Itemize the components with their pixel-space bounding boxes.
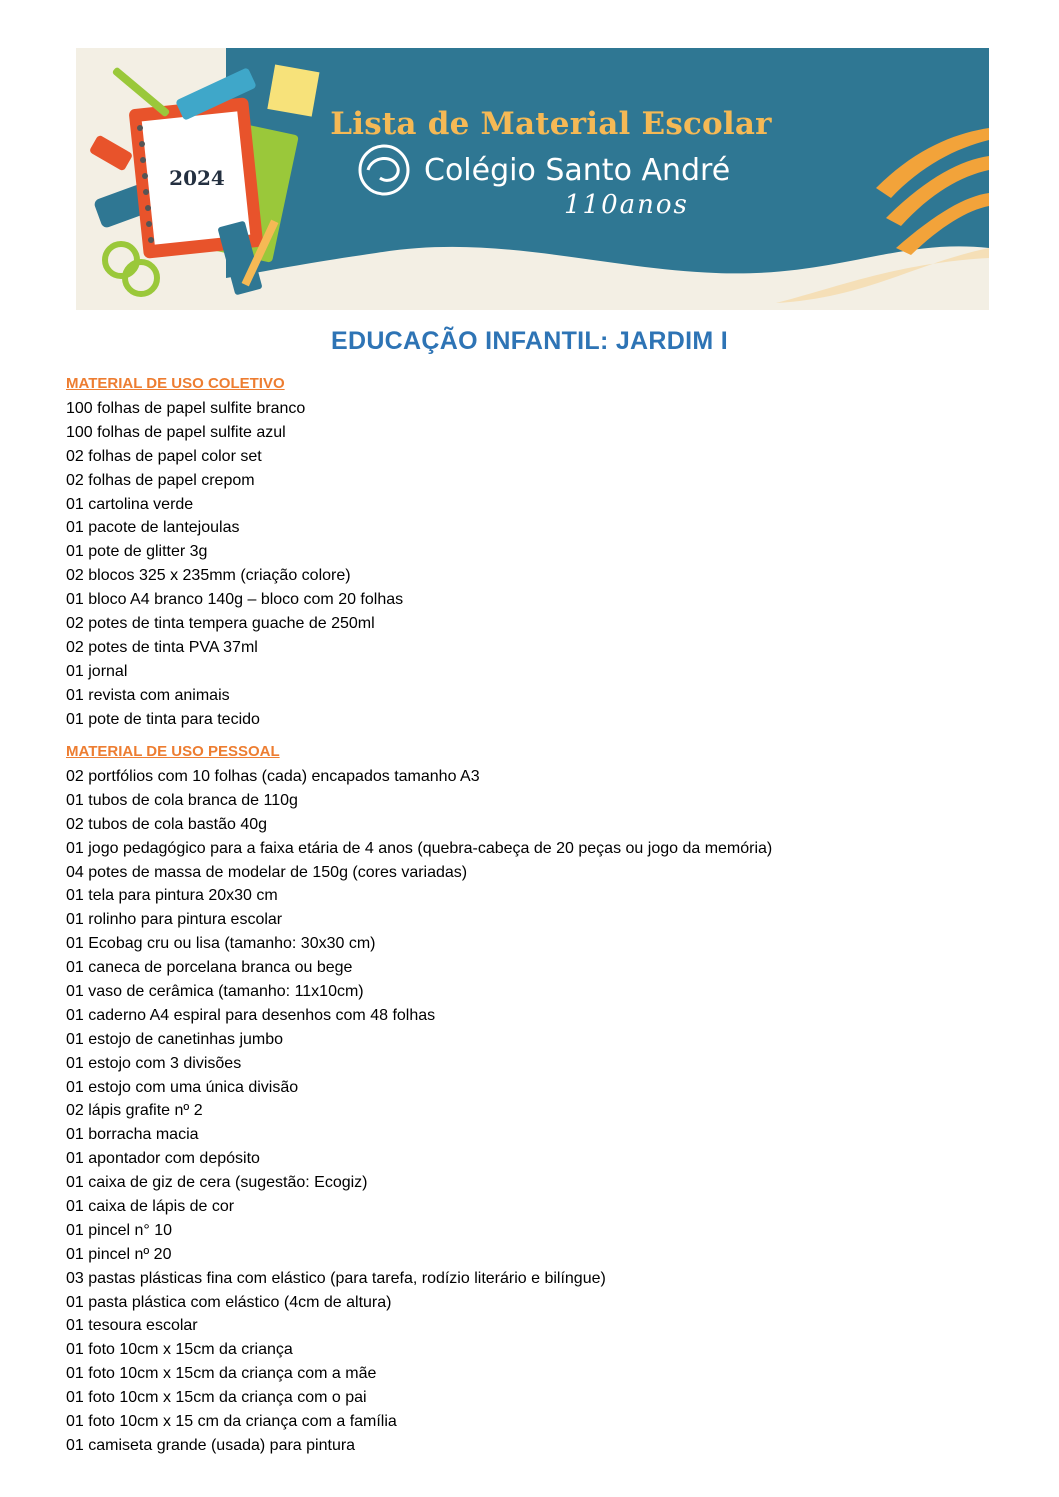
list-item: 01 bloco A4 branco 140g – bloco com 20 folhas	[66, 591, 404, 609]
list-item: 01 jogo pedagógico para a faixa etária de 4 anos (quebra-cabeça de 20 peças ou jogo da memória)	[66, 839, 773, 857]
list-item: 02 potes de tinta PVA 37ml	[66, 638, 258, 656]
list-item: 01 estojo com uma única divisão	[66, 1078, 299, 1096]
list-item: 01 rolinho para pintura escolar	[66, 911, 283, 929]
list-item: 100 folhas de papel sulfite azul	[66, 423, 286, 441]
list-item: 01 caneca de porcelana branca ou bege	[66, 959, 353, 977]
list-item: 03 pastas plásticas fina com elástico (para tarefa, rodízio literário e bilíngue)	[66, 1269, 606, 1287]
document-title: EDUCAÇÃO INFANTIL: JARDIM I	[331, 327, 728, 355]
list-item: 02 blocos 325 x 235mm (criação colore)	[66, 567, 351, 585]
list-item: 02 folhas de papel color set	[66, 447, 262, 465]
list-item: 01 foto 10cm x 15cm da criança	[66, 1341, 293, 1359]
list-item: 04 potes de massa de modelar de 150g (cores variadas)	[66, 863, 468, 881]
list-item: 01 tela para pintura 20x30 cm	[66, 887, 278, 905]
list-item: 01 pincel nº 20	[66, 1245, 172, 1263]
list-item: 01 estojo de canetinhas jumbo	[66, 1030, 284, 1048]
list-item: 01 pacote de lantejoulas	[66, 519, 240, 537]
list-item: 01 pote de tinta para tecido	[66, 710, 260, 728]
list-item: 01 pote de glitter 3g	[66, 543, 208, 561]
list-item: 01 foto 10cm x 15cm da criança com o pai	[66, 1389, 367, 1407]
list-item: 01 estojo com 3 divisões	[66, 1054, 242, 1072]
list-coletivo	[66, 397, 403, 731]
anniversary-label: 110anos	[564, 190, 689, 220]
list-item: 01 borracha macia	[66, 1126, 199, 1144]
list-item: 01 foto 10cm x 15 cm da criança com a família	[66, 1413, 397, 1431]
section-heading-coletivo: MATERIAL DE USO COLETIVO	[66, 375, 285, 392]
list-item: 01 pincel n° 10	[66, 1221, 173, 1239]
list-item: 01 jornal	[66, 662, 128, 680]
list-item: 02 portfólios com 10 folhas (cada) encapados tamanho A3	[66, 768, 480, 785]
list-item: 01 caixa de lápis de cor	[66, 1198, 235, 1216]
list-item: 02 lápis grafite nº 2	[66, 1102, 203, 1120]
list-pessoal	[66, 765, 772, 1458]
list-item: 100 folhas de papel sulfite branco	[66, 400, 306, 417]
list-item: 02 folhas de papel crepom	[66, 471, 255, 489]
list-item: 01 foto 10cm x 15cm da criança com a mãe	[66, 1365, 377, 1383]
notebook-year: 2024	[169, 166, 225, 190]
section-heading-pessoal: MATERIAL DE USO PESSOAL	[66, 743, 280, 760]
list-item: 01 vaso de cerâmica (tamanho: 11x10cm)	[66, 983, 364, 1001]
list-item: 01 Ecobag cru ou lisa (tamanho: 30x30 cm)	[66, 935, 376, 953]
school-name: Colégio Santo André	[424, 153, 731, 188]
list-item: 01 pasta plástica com elástico (4cm de altura)	[66, 1293, 392, 1311]
list-item: 02 tubos de cola bastão 40g	[66, 815, 268, 833]
list-item: 01 camiseta grande (usada) para pintura	[66, 1436, 356, 1454]
list-item: 01 cartolina verde	[66, 495, 194, 513]
list-item: 01 tubos de cola branca de 110g	[66, 791, 298, 809]
list-item: 01 caixa de giz de cera (sugestão: Ecogiz)	[66, 1174, 368, 1192]
banner-title: Lista de Material Escolar	[330, 106, 772, 142]
list-item: 01 tesoura escolar	[66, 1317, 198, 1335]
header-banner	[76, 48, 989, 310]
list-item: 02 potes de tinta tempera guache de 250ml	[66, 615, 375, 633]
list-item: 01 apontador com depósito	[66, 1150, 260, 1168]
list-item: 01 revista com animais	[66, 686, 230, 704]
list-item: 01 caderno A4 espiral para desenhos com 48 folhas	[66, 1006, 436, 1024]
